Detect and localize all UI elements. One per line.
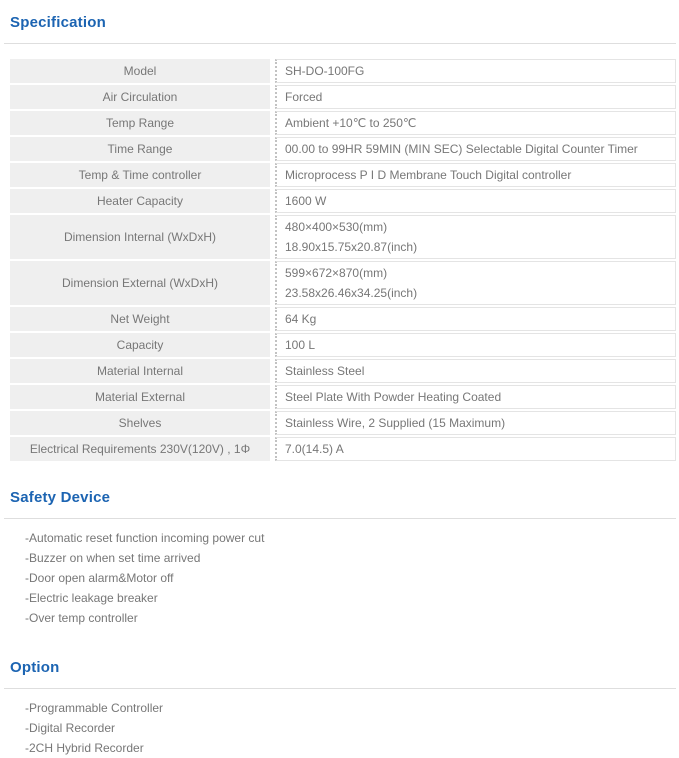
row-value-mm: 480×400×530(mm) bbox=[285, 220, 388, 234]
row-label: Capacity bbox=[10, 333, 270, 357]
row-label: Temp Range bbox=[10, 111, 270, 135]
row-label: Dimension External (WxDxH) bbox=[10, 261, 270, 305]
row-value: Stainless Wire, 2 Supplied (15 Maximum) bbox=[285, 416, 506, 430]
safety-device-rule bbox=[4, 518, 676, 519]
row-label: Heater Capacity bbox=[10, 189, 270, 213]
row-value-mm: 599×672×870(mm) bbox=[285, 266, 388, 280]
row-value-inch: 18.90x15.75x20.87(inch) bbox=[285, 240, 418, 254]
option-section bbox=[0, 659, 679, 758]
row-label: Net Weight bbox=[10, 307, 270, 331]
list-item: -Automatic reset function incoming power cut bbox=[25, 531, 265, 545]
row-label: Temp & Time controller bbox=[10, 163, 270, 187]
table-row-material-external bbox=[10, 385, 676, 409]
safety-device-list bbox=[0, 528, 679, 628]
option-list bbox=[0, 698, 679, 758]
row-value: 7.0(14.5) A bbox=[285, 442, 344, 456]
row-value: Forced bbox=[285, 90, 323, 104]
list-item: -Buzzer on when set time arrived bbox=[25, 551, 201, 565]
list-item: -Digital Recorder bbox=[25, 721, 116, 735]
row-value: 00.00 to 99HR 59MIN (MIN SEC) Selectable Digital Counter Timer bbox=[285, 142, 638, 156]
table-row-dimension-internal bbox=[10, 215, 676, 259]
list-item: -2CH Hybrid Recorder bbox=[25, 741, 144, 755]
specification-heading: Specification bbox=[10, 14, 106, 31]
option-rule bbox=[4, 688, 676, 689]
specification-table bbox=[10, 59, 676, 461]
row-label: Electrical Requirements 230V(120V) , 1Φ bbox=[10, 437, 270, 461]
row-value: Stainless Steel bbox=[285, 364, 365, 378]
row-label: Material External bbox=[10, 385, 270, 409]
row-label: Shelves bbox=[10, 411, 270, 435]
table-row-capacity bbox=[10, 333, 676, 357]
row-value: Ambient +10℃ to 250℃ bbox=[285, 116, 417, 130]
row-label: Air Circulation bbox=[10, 85, 270, 109]
safety-device-section bbox=[0, 489, 679, 628]
specification-section bbox=[0, 14, 679, 461]
row-label: Dimension Internal (WxDxH) bbox=[10, 215, 270, 259]
table-row-material-internal bbox=[10, 359, 676, 383]
table-row-dimension-external bbox=[10, 261, 676, 305]
safety-device-heading: Safety Device bbox=[10, 489, 111, 506]
row-label: Time Range bbox=[10, 137, 270, 161]
row-value: Microprocess P I D Membrane Touch Digital controller bbox=[285, 168, 572, 182]
row-value: 1600 W bbox=[285, 194, 327, 208]
row-value: SH-DO-100FG bbox=[285, 64, 365, 78]
row-label: Model bbox=[10, 59, 270, 83]
list-item: -Electric leakage breaker bbox=[25, 591, 158, 605]
table-row-net-weight bbox=[10, 307, 676, 331]
table-row-air-circulation bbox=[10, 85, 676, 109]
option-heading: Option bbox=[10, 659, 60, 676]
row-value: 64 Kg bbox=[285, 312, 317, 326]
row-label: Material Internal bbox=[10, 359, 270, 383]
table-row-time-range bbox=[10, 137, 676, 161]
row-value-inch: 23.58x26.46x34.25(inch) bbox=[285, 286, 418, 300]
row-value: 100 L bbox=[285, 338, 316, 352]
table-row-model bbox=[10, 59, 676, 83]
list-item: -Over temp controller bbox=[25, 611, 138, 625]
table-row-electrical-requirements bbox=[10, 437, 676, 461]
specification-rule bbox=[4, 43, 676, 44]
table-row-heater-capacity bbox=[10, 189, 676, 213]
table-row-shelves bbox=[10, 411, 676, 435]
table-row-temp-time-controller bbox=[10, 163, 676, 187]
list-item: -Door open alarm&Motor off bbox=[25, 571, 174, 585]
list-item: -Programmable Controller bbox=[25, 701, 164, 715]
row-value: Steel Plate With Powder Heating Coated bbox=[285, 390, 502, 404]
table-row-temp-range bbox=[10, 111, 676, 135]
